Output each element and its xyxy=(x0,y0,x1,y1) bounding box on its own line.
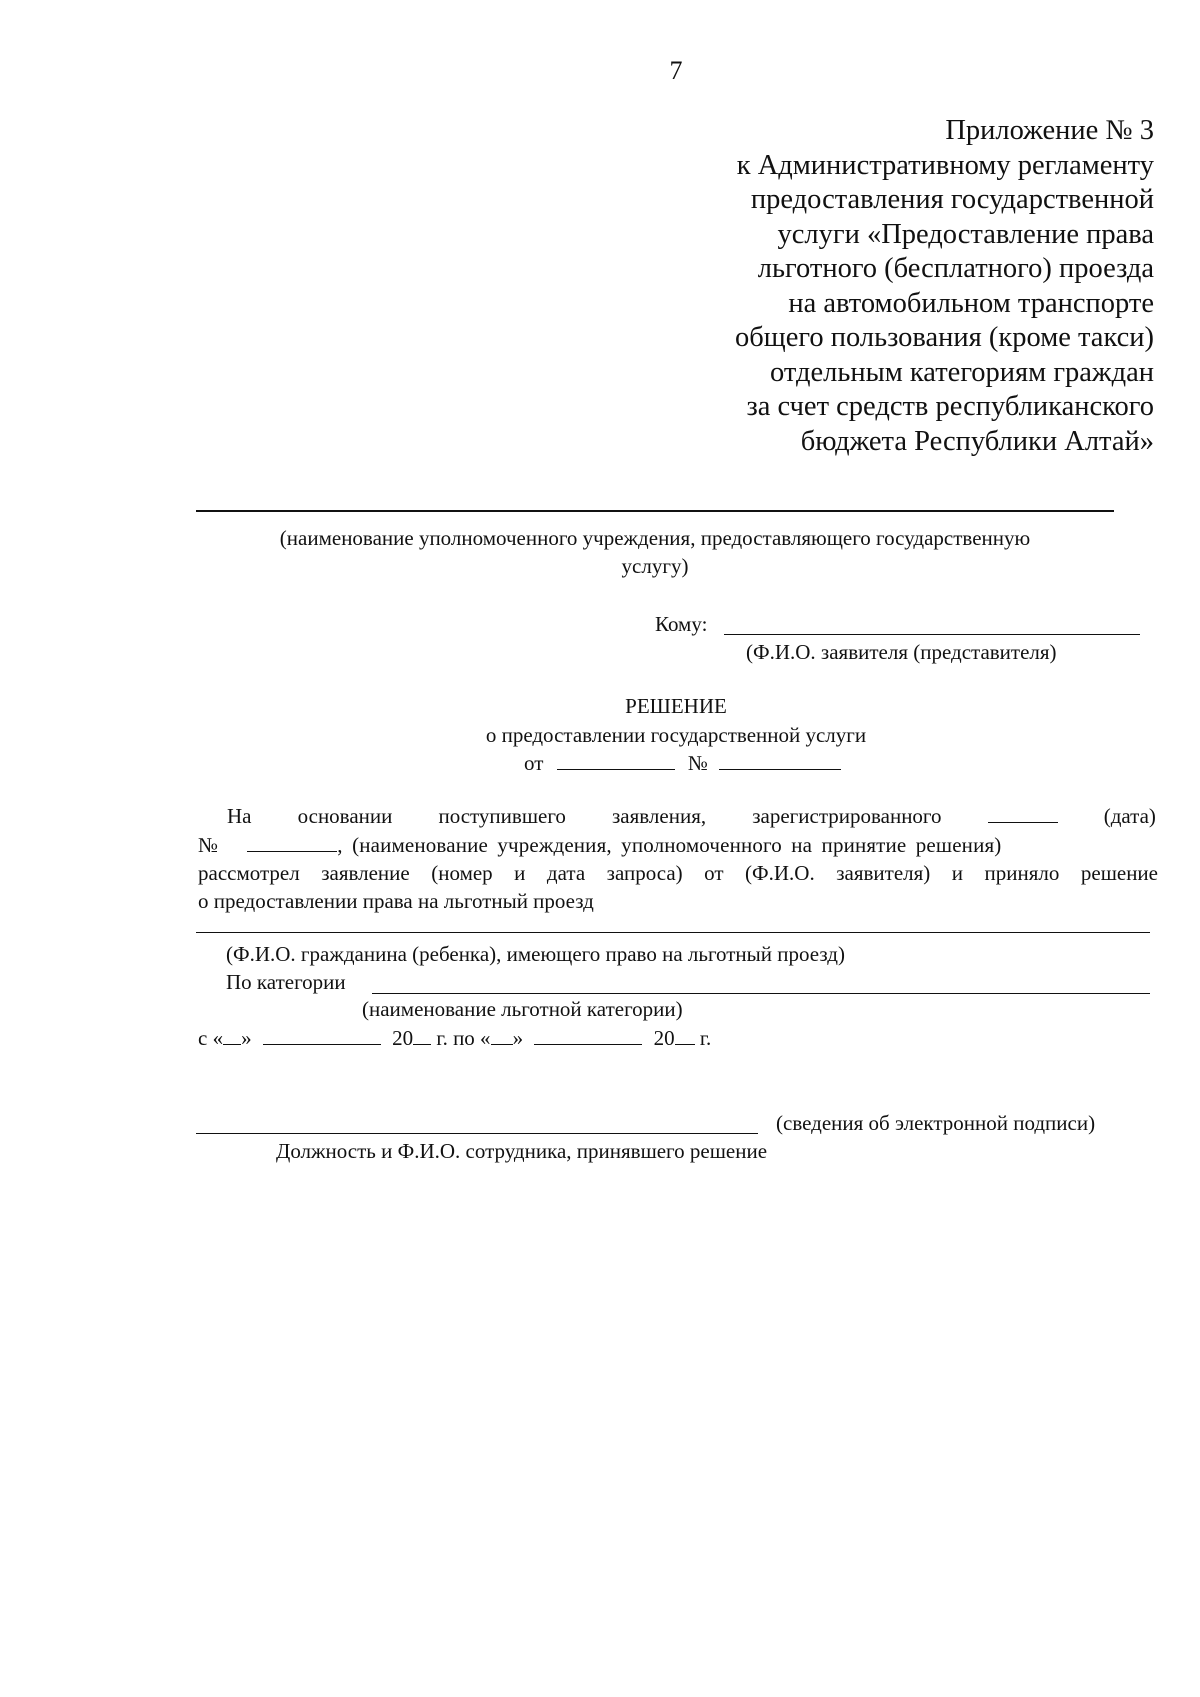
decision-title: РЕШЕНИЕ xyxy=(625,694,727,718)
body-number-sign: № xyxy=(198,833,219,857)
appendix-header xyxy=(694,114,1154,459)
appendix-line: Приложение № 3 xyxy=(945,115,1154,146)
recipient-name-line xyxy=(724,634,1140,635)
citizen-caption: (Ф.И.О. гражданина (ребенка), имеющего право на льготный проезд) xyxy=(226,942,845,966)
appendix-line: бюджета Республики Алтай» xyxy=(800,425,1154,457)
category-label: По категории xyxy=(226,970,346,994)
period-year-prefix-2: 20 xyxy=(653,1026,675,1050)
body-word: На xyxy=(227,804,252,828)
esign-caption: (сведения об электронной подписи) xyxy=(776,1111,1096,1135)
body-line-4: о предоставлении права на льготный проезд xyxy=(198,889,594,913)
recipient-label: Кому: xyxy=(655,612,708,636)
appendix-line: льготного (бесплатного) проезда xyxy=(757,253,1154,284)
period-from-year-blank xyxy=(413,1026,431,1045)
period-from-month-blank xyxy=(263,1026,381,1045)
period-year-prefix: 20 xyxy=(392,1026,414,1050)
category-line xyxy=(372,993,1150,994)
period-close-quote-2: » xyxy=(512,1026,524,1050)
recipient-caption: (Ф.И.О. заявителя (представителя) xyxy=(746,640,1057,664)
period-line xyxy=(198,1026,711,1051)
body-word: зарегистрированного xyxy=(752,804,942,828)
appendix-line: на автомобильном транспорте xyxy=(788,287,1154,319)
institution-name-line xyxy=(196,510,1114,512)
period-from-prefix: с « xyxy=(198,1026,224,1050)
citizen-name-line xyxy=(196,932,1150,933)
institution-caption-line2: услугу) xyxy=(621,554,689,578)
body-line-3: рассмотрел заявление (номер и дата запроса) от (Ф.И.О. заявителя) и приняло решение xyxy=(198,861,1158,885)
decision-date-blank xyxy=(557,751,675,770)
signature-line xyxy=(196,1133,758,1134)
period-to-month-blank xyxy=(534,1026,642,1045)
appendix-line: отдельным категориям граждан xyxy=(770,356,1154,388)
page-number: 7 xyxy=(669,56,683,85)
period-year-suffix: г. по « xyxy=(436,1026,491,1050)
period-from-day-blank xyxy=(223,1026,241,1045)
body-word: поступившего xyxy=(438,804,566,828)
position-caption: Должность и Ф.И.О. сотрудника, принявшего решение xyxy=(276,1139,768,1163)
body-word: (дата) xyxy=(1103,804,1156,828)
decision-number-blank xyxy=(719,751,841,770)
appendix-line: за счет средств республиканского xyxy=(746,391,1154,422)
decision-date-prefix: от xyxy=(524,751,544,775)
period-close-quote: » xyxy=(241,1026,252,1050)
appendix-line: услуги «Предоставление права xyxy=(777,218,1154,250)
category-caption: (наименование льготной категории) xyxy=(362,997,683,1021)
registration-date-blank xyxy=(988,804,1058,823)
decision-date-line xyxy=(524,751,841,776)
decision-number-sign: № xyxy=(687,751,708,775)
body-line-2 xyxy=(198,832,1158,859)
institution-caption-line1: (наименование уполномоченного учреждения, предоставляющего государственную xyxy=(279,526,1031,550)
appendix-line: предоставления государственной xyxy=(750,184,1154,215)
period-to-day-blank xyxy=(491,1026,513,1045)
registration-number-blank xyxy=(247,833,337,852)
body-word: заявления, xyxy=(612,804,707,828)
decision-subtitle: о предоставлении государственной услуги xyxy=(485,723,867,747)
appendix-line: общего пользования (кроме такси) xyxy=(735,322,1154,353)
period-year-suffix-2: г. xyxy=(699,1026,712,1050)
body-line-1 xyxy=(227,804,1156,829)
period-to-year-blank xyxy=(675,1026,695,1045)
body-line-2-text: , (наименование учреждения, уполномоченного на принятие решения) xyxy=(337,833,1002,857)
body-word: основании xyxy=(297,804,393,828)
appendix-line: к Административному регламенту xyxy=(736,149,1154,181)
